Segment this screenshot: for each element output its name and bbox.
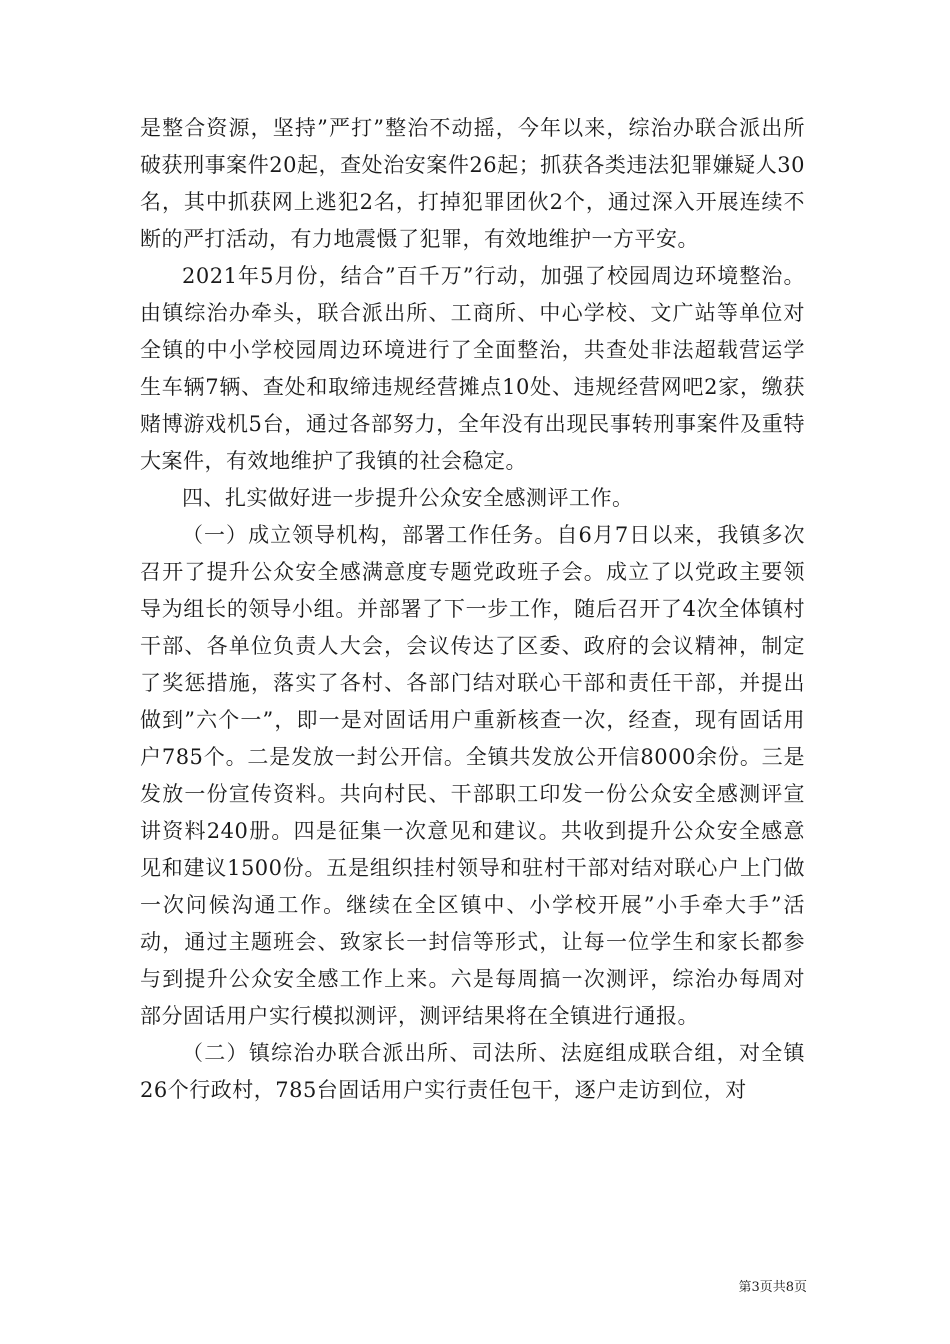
page-number: 第3页共8页	[738, 1280, 807, 1295]
paragraph-campus-rectification: 2021年5月份，结合”百千万”行动，加强了校园周边环境整治。由镇综治办牵头，联合派出所、工商所、中心学校、文广站等单位对全镇的中小学校园周边环境进行了全面整治，共查处非法超载营运学生车辆7辆、查处和取缔违规经营摊点10处、违规经营网吧2家，缴获赌博游戏机5台，通过各部努力，全年没有出现民事转刑事案件及重特大案件，有效地维护了我镇的社会稳定。	[140, 264, 805, 473]
section-heading-four: 四、扎实做好进一步提升公众安全感测评工作。	[182, 486, 634, 510]
paragraph-subsection-two: （二）镇综治办联合派出所、司法所、法庭组成联合组，对全镇26个行政村，785台固话用户实行责任包干，逐户走访到位，对	[140, 1041, 805, 1102]
paragraph-subsection-one: （一）成立领导机构，部署工作任务。自6月7日以来，我镇多次召开了提升公众安全感满意度专题党政班子会。成立了以党政主要领导为组长的领导小组。并部署了下一步工作，随后召开了4次全体镇村干部、各单位负责人大会，会议传达了区委、政府的会议精神，制定了奖惩措施，落实了各村、各部门结对联心干部和责任干部，并提出做到”六个一”，即一是对固话用户重新核查一次，经查，现有固话用户785个。二是发放一封公开信。全镇共发放公开信8000余份。三是发放一份宣传资料。共向村民、干部职工印发一份公众安全感测评宣讲资料240册。四是征集一次意见和建议。共收到提升公众安全感意见和建议1500份。五是组织挂村领导和驻村干部对结对联心户上门做一次问候沟通工作。继续在全区镇中、小学校开展”小手牵大手”活动，通过主题班会、致家长一封信等形式，让每一位学生和家长都参与到提升公众安全感工作上来。六是每周搞一次测评，综治办每周对部分固话用户实行模拟测评，测评结果将在全镇进行通报。	[140, 523, 805, 1028]
document-body	[140, 110, 805, 1109]
paragraph-continuation: 是整合资源，坚持”严打”整治不动摇，今年以来，综治办联合派出所破获刑事案件20起，查处治安案件26起；抓获各类违法犯罪嫌疑人30名，其中抓获网上逃犯2名，打掉犯罪团伙2个，通过深入开展连续不断的严打活动，有力地震慑了犯罪，有效地维护一方平安。	[140, 116, 805, 251]
